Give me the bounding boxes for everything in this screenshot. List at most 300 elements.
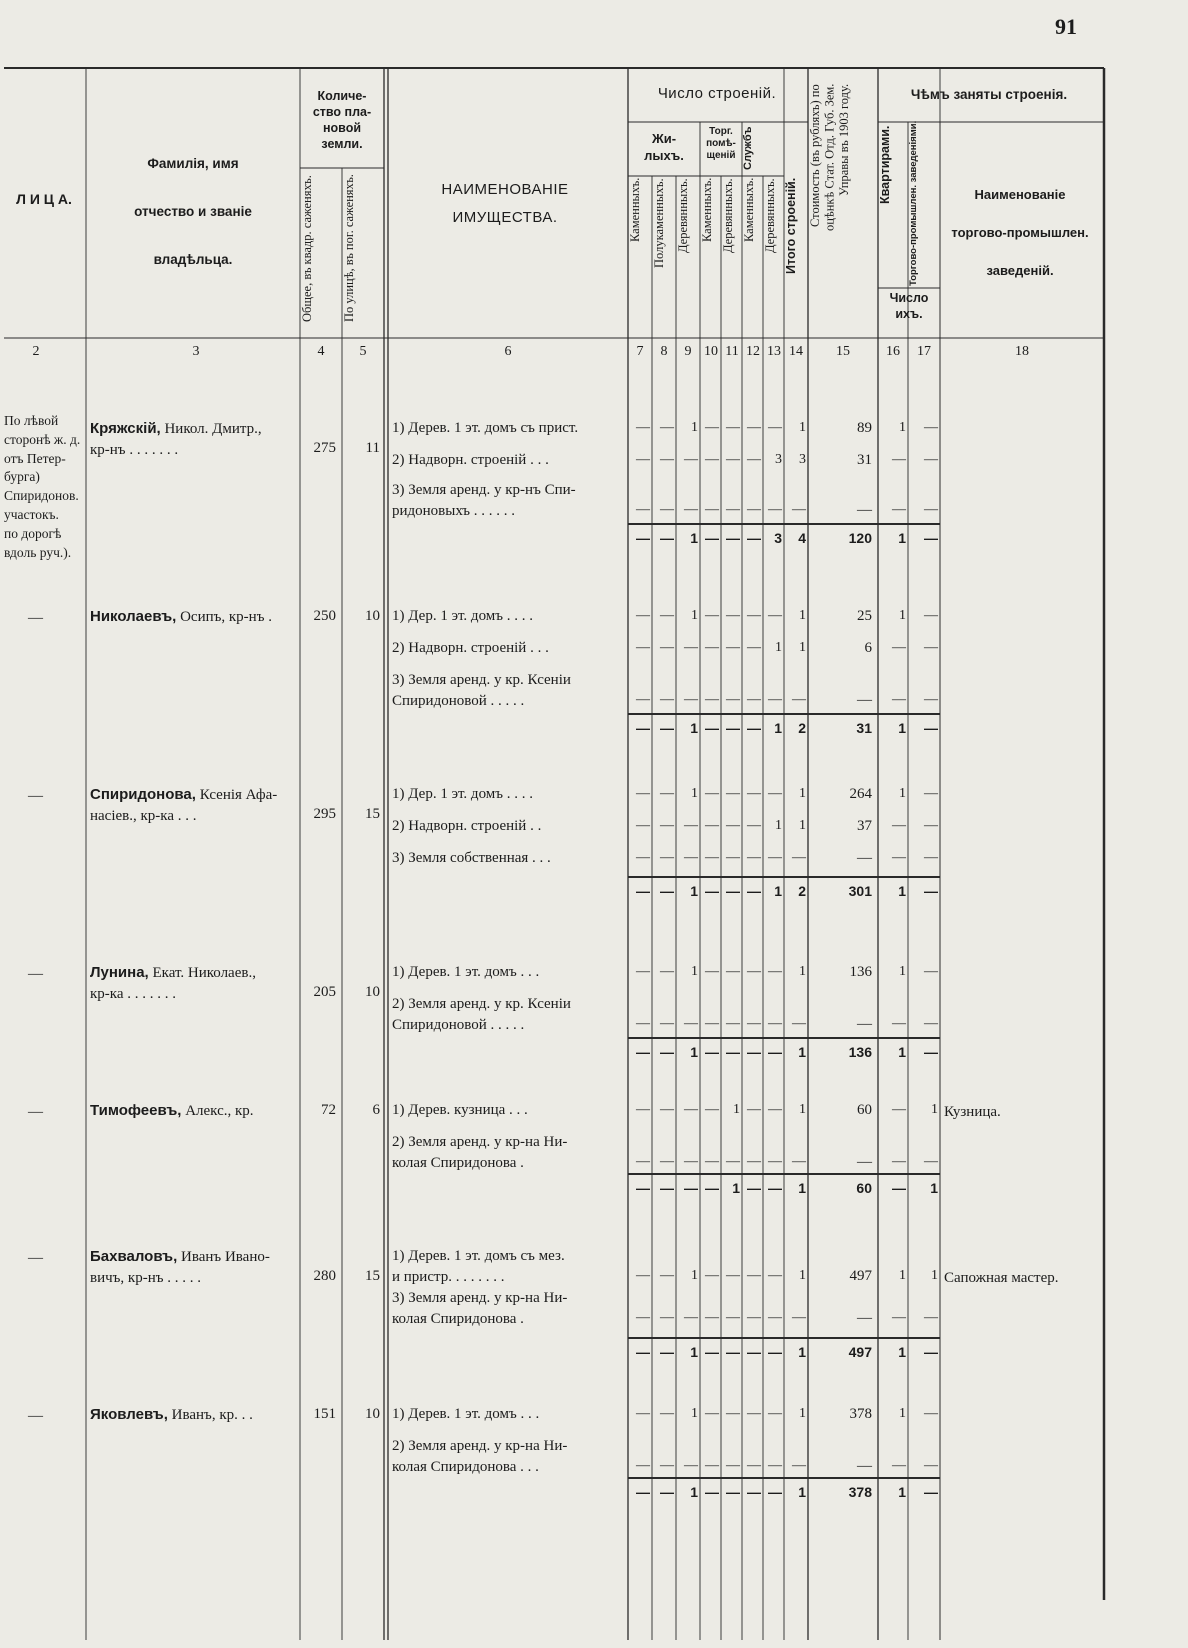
total-cell: 120	[848, 530, 872, 546]
column-number: 9	[684, 344, 692, 359]
value-cell: 1	[799, 420, 806, 435]
header-s-wooden: Деревянныхъ.	[763, 178, 777, 253]
value-cell: —	[726, 420, 740, 435]
value-cell: —	[660, 850, 674, 865]
value-cell: —	[857, 1458, 872, 1474]
value-cell: —	[684, 692, 698, 707]
total-cell: —	[892, 1180, 906, 1196]
location-note-l5: Спиридонов.	[4, 488, 79, 504]
value-cell: 497	[849, 1268, 872, 1284]
value-cell: 378	[849, 1406, 872, 1422]
total-cell: 1	[898, 1484, 906, 1500]
header-trade-l2: помѣ-	[706, 138, 736, 149]
property-item	[392, 1404, 539, 1425]
land-street: 10	[365, 608, 380, 624]
header-occupied: Чѣмъ заняты строенія.	[910, 87, 1068, 102]
total-cell: —	[768, 1180, 782, 1196]
value-cell: —	[684, 1102, 698, 1117]
value-cell: —	[726, 1154, 740, 1169]
property-line: 1) Дерев. 1 эт. домъ . . .	[392, 964, 540, 980]
owner-given: Никол. Дмитр.,	[160, 421, 262, 437]
header-property-l2: ИМУЩЕСТВА.	[452, 209, 558, 226]
header-count-l2: ихъ.	[895, 307, 923, 321]
property-line: 2) Земля аренд. у кр. Ксеніи	[392, 996, 571, 1012]
value-cell: 1	[799, 640, 806, 655]
value-cell: —	[747, 640, 761, 655]
property-line: 2) Надворн. строеній . . .	[392, 452, 549, 468]
header-land-l1: Количе-	[317, 89, 367, 103]
value-cell: —	[705, 502, 719, 517]
total-cell: —	[747, 1344, 761, 1360]
column-number: 16	[886, 344, 900, 359]
value-cell: —	[924, 640, 938, 655]
value-cell: —	[684, 1310, 698, 1325]
property-item	[392, 848, 551, 869]
header-count-l1: Число	[889, 291, 929, 305]
value-cell: —	[857, 502, 872, 518]
value-cell: 1	[799, 786, 806, 801]
total-cell: —	[660, 1044, 674, 1060]
value-cell: —	[660, 1016, 674, 1031]
property-item	[392, 1246, 565, 1288]
owner-given: Ксенія Афа-	[195, 787, 278, 803]
value-cell: —	[636, 850, 650, 865]
value-cell: —	[768, 1154, 782, 1169]
land-street: 10	[365, 1406, 380, 1422]
value-cell: 1	[799, 818, 806, 833]
header-trade-est: Торгово-промышлен. заведеніями.	[908, 120, 919, 286]
value-cell: 3	[775, 452, 782, 467]
value-cell: —	[892, 818, 906, 833]
location-note-l4: бурга)	[4, 469, 40, 485]
total-cell: —	[705, 1180, 719, 1196]
value-cell: 1	[691, 786, 698, 801]
owner-surname: Яковлевъ,	[90, 1406, 168, 1423]
land-street: 15	[365, 806, 380, 822]
owner-given: Иванъ Ивано-	[177, 1249, 270, 1265]
value-cell: —	[792, 692, 806, 707]
header-r-semistone: Полукаменныхъ.	[652, 178, 666, 268]
header-r-stone: Каменныхъ.	[628, 178, 642, 243]
header-trade-name-l2: торгово-промышлен.	[951, 225, 1089, 240]
value-cell: —	[747, 502, 761, 517]
owner-name	[90, 1100, 254, 1122]
value-cell: —	[768, 608, 782, 623]
value-cell: —	[747, 964, 761, 979]
value-cell: —	[857, 850, 872, 866]
total-cell: —	[726, 883, 740, 899]
value-cell: —	[747, 818, 761, 833]
total-cell: —	[705, 1044, 719, 1060]
land-area: 295	[313, 806, 336, 822]
value-cell: —	[705, 420, 719, 435]
header-t-wooden: Деревянныхъ.	[721, 178, 735, 253]
owner-surname: Николаевъ,	[90, 608, 177, 625]
column-number: 11	[725, 344, 739, 359]
property-line: колая Спиридонова .	[392, 1311, 524, 1327]
value-cell: —	[924, 818, 938, 833]
header-trade-name-l3: заведеній.	[986, 263, 1054, 278]
value-cell: —	[924, 964, 938, 979]
property-item	[392, 450, 549, 471]
value-cell: —	[747, 1016, 761, 1031]
value-cell: —	[857, 692, 872, 708]
column-number: 8	[660, 344, 668, 359]
header-land-street: По улицѣ, въ пог. саженяхъ.	[342, 174, 356, 322]
property-line: 1) Дер. 1 эт. домъ . . . .	[392, 786, 534, 802]
value-cell: —	[705, 1016, 719, 1031]
value-cell: —	[636, 786, 650, 801]
value-cell: 1	[899, 420, 906, 435]
total-cell: 301	[848, 883, 872, 899]
total-cell: —	[924, 530, 938, 546]
value-cell: —	[705, 964, 719, 979]
value-cell: —	[924, 1310, 938, 1325]
location-note-l7: по дорогѣ	[4, 525, 62, 541]
value-cell: —	[705, 818, 719, 833]
land-area: 151	[313, 1406, 336, 1422]
value-cell: —	[726, 640, 740, 655]
value-cell: 37	[857, 818, 872, 834]
property-item	[392, 1132, 567, 1174]
total-cell: —	[705, 530, 719, 546]
value-cell: —	[747, 1268, 761, 1283]
property-item	[392, 480, 576, 522]
value-cell: —	[726, 692, 740, 707]
total-cell: —	[924, 1344, 938, 1360]
total-cell: —	[747, 1484, 761, 1500]
land-area: 250	[313, 608, 336, 624]
total-cell: —	[747, 720, 761, 736]
header-count	[878, 290, 940, 322]
value-cell: —	[857, 1154, 872, 1170]
location-note-l1: По лѣвой	[4, 413, 59, 428]
total-cell: 1	[690, 1044, 698, 1060]
total-cell: 1	[798, 1484, 806, 1500]
page-number: 91	[1055, 14, 1077, 39]
value-cell: —	[924, 1016, 938, 1031]
value-cell: —	[768, 786, 782, 801]
header-r-wooden: Деревянныхъ.	[676, 178, 690, 253]
value-cell: —	[726, 1458, 740, 1473]
col2-dash: —	[28, 1250, 43, 1266]
header-trade-l3: щеній	[706, 150, 736, 161]
land-street: 15	[365, 1268, 380, 1284]
location-note-l8: вдоль руч.).	[4, 544, 72, 560]
value-cell: 264	[849, 786, 872, 802]
property-line: Спиридоновой . . . . .	[392, 1017, 525, 1033]
total-cell: —	[726, 1044, 740, 1060]
value-cell: —	[747, 1102, 761, 1117]
value-cell: —	[660, 608, 674, 623]
col2-dash: —	[28, 1104, 43, 1120]
value-cell: —	[726, 786, 740, 801]
header-service: Службъ	[742, 126, 754, 170]
value-cell: —	[747, 420, 761, 435]
value-cell: —	[705, 692, 719, 707]
value-cell: —	[726, 1268, 740, 1283]
value-cell: —	[660, 1310, 674, 1325]
total-cell: —	[726, 1344, 740, 1360]
value-cell: 6	[864, 640, 872, 656]
value-cell: —	[857, 1310, 872, 1326]
property-item	[392, 670, 571, 712]
header-trade-l1: Торг.	[709, 126, 733, 137]
value-cell: —	[636, 964, 650, 979]
col2-dash: —	[28, 1408, 43, 1424]
total-cell: 1	[898, 720, 906, 736]
owner-given: Екат. Николаев.,	[148, 965, 256, 981]
value-cell: —	[924, 420, 938, 435]
column-number: 14	[789, 344, 803, 359]
header-property	[390, 176, 620, 232]
land-area: 72	[321, 1102, 336, 1118]
value-cell: 3	[799, 452, 806, 467]
property-item	[392, 606, 533, 627]
value-cell: —	[660, 1458, 674, 1473]
property-line: 1) Дер. 1 эт. домъ . . . .	[392, 608, 534, 624]
total-cell: —	[726, 530, 740, 546]
value-cell: —	[636, 452, 650, 467]
total-cell: 2	[798, 720, 806, 736]
value-cell: —	[924, 692, 938, 707]
value-cell: 1	[899, 1406, 906, 1421]
value-cell: —	[636, 1268, 650, 1283]
property-line: 2) Надворн. строеній . .	[392, 818, 542, 834]
value-cell: 1	[931, 1102, 938, 1117]
total-cell: 1	[690, 530, 698, 546]
header-land-l3: новой	[322, 121, 362, 135]
header-trade-name-l1: Наименованіе	[974, 187, 1066, 202]
header-residential-l1: Жи-	[651, 131, 677, 146]
value-cell: —	[660, 786, 674, 801]
value-cell: 1	[899, 964, 906, 979]
property-line: 3) Земля аренд. у кр-на Ни-	[392, 1290, 568, 1306]
total-cell: —	[924, 883, 938, 899]
value-cell: —	[684, 818, 698, 833]
value-cell: —	[705, 1154, 719, 1169]
owner-line2: кр-нъ . . . . . . .	[90, 442, 179, 458]
total-cell: 1	[798, 1044, 806, 1060]
value-cell: —	[726, 1406, 740, 1421]
total-cell: 60	[856, 1180, 872, 1196]
header-owner-line3: владѣльца.	[153, 252, 233, 267]
header-value-l1: Стоимость (въ рубляхъ) по	[808, 84, 822, 227]
value-cell: —	[726, 818, 740, 833]
total-cell: 1	[898, 883, 906, 899]
total-cell: 1	[690, 1344, 698, 1360]
header-value	[808, 84, 878, 320]
total-cell: 1	[898, 530, 906, 546]
value-cell: —	[684, 640, 698, 655]
property-line: ридоновыхъ . . . . . .	[392, 503, 516, 519]
value-cell: —	[705, 1268, 719, 1283]
property-item	[392, 1288, 567, 1330]
value-cell: —	[924, 608, 938, 623]
property-line: Спиридоновой . . . . .	[392, 693, 525, 709]
header-value-l3: Управы въ 1903 году.	[836, 84, 851, 197]
location-note-l6: участокъ.	[4, 506, 59, 522]
value-cell: —	[636, 1310, 650, 1325]
total-cell: —	[636, 1180, 650, 1196]
header-land	[300, 88, 384, 152]
header-buildings: Число строеній.	[657, 85, 777, 102]
land-street: 10	[365, 984, 380, 1000]
property-line: колая Спиридонова .	[392, 1155, 524, 1171]
column-number: 17	[917, 344, 931, 359]
value-cell: —	[705, 786, 719, 801]
property-line: 2) Надворн. строеній . . .	[392, 640, 549, 656]
value-cell: 1	[931, 1268, 938, 1283]
header-owner-line2: отчество и званіе	[134, 204, 252, 219]
total-cell: —	[747, 530, 761, 546]
column-number: 15	[836, 344, 850, 359]
value-cell: 1	[799, 964, 806, 979]
value-cell: 1	[691, 420, 698, 435]
owner-surname: Лунина,	[90, 964, 149, 981]
property-line: 2) Земля аренд. у кр-на Ни-	[392, 1134, 568, 1150]
location-note-l3: отъ Петер-	[4, 450, 66, 466]
value-cell: —	[768, 850, 782, 865]
header-trade	[700, 126, 742, 162]
total-cell: 378	[848, 1484, 872, 1500]
owner-line2: вичъ, кр-нъ . . . . .	[90, 1270, 201, 1286]
value-cell: 31	[857, 452, 872, 468]
value-cell: 1	[775, 818, 782, 833]
property-line: 1) Дерев. 1 эт. домъ съ прист.	[392, 420, 579, 436]
value-cell: —	[747, 850, 761, 865]
value-cell: —	[684, 1154, 698, 1169]
column-number: 4	[317, 344, 325, 359]
value-cell: —	[684, 850, 698, 865]
column-number: 13	[767, 344, 781, 359]
header-s-stone: Каменныхъ.	[742, 178, 756, 243]
property-line: 1) Дерев. 1 эт. домъ съ мез.	[392, 1248, 565, 1264]
value-cell: —	[747, 692, 761, 707]
value-cell: 1	[691, 608, 698, 623]
value-cell: 1	[691, 1406, 698, 1421]
total-cell: 3	[774, 530, 782, 546]
value-cell: —	[892, 692, 906, 707]
value-cell: —	[636, 1016, 650, 1031]
value-cell: —	[792, 1458, 806, 1473]
value-cell: —	[705, 850, 719, 865]
header-residential-l2: лыхъ.	[644, 148, 684, 163]
total-cell: —	[636, 1484, 650, 1500]
value-cell: —	[892, 640, 906, 655]
value-cell: 1	[733, 1102, 740, 1117]
location-note-l2: сторонѣ ж. д.	[4, 431, 81, 447]
total-cell: —	[726, 720, 740, 736]
value-cell: —	[636, 1102, 650, 1117]
total-cell: —	[924, 1044, 938, 1060]
total-cell: —	[747, 1044, 761, 1060]
value-cell: —	[726, 1016, 740, 1031]
owner-surname: Спиридонова,	[90, 786, 196, 803]
column-number: 5	[359, 344, 367, 359]
owner-name	[90, 962, 256, 1005]
value-cell: 1	[691, 964, 698, 979]
total-cell: —	[705, 1484, 719, 1500]
value-cell: —	[705, 608, 719, 623]
total-cell: —	[747, 883, 761, 899]
value-cell: —	[924, 850, 938, 865]
header-owner	[86, 140, 300, 284]
total-cell: 4	[798, 530, 806, 546]
total-cell: —	[768, 1044, 782, 1060]
value-cell: —	[636, 1406, 650, 1421]
value-cell: —	[705, 1102, 719, 1117]
total-cell: —	[705, 883, 719, 899]
column-number: 18	[1015, 344, 1029, 359]
header-total-buildings: Итого строеній.	[784, 178, 798, 275]
value-cell: —	[726, 850, 740, 865]
value-cell: —	[892, 1154, 906, 1169]
value-cell: —	[636, 692, 650, 707]
header-t-stone: Каменныхъ.	[700, 178, 714, 243]
value-cell: —	[705, 1310, 719, 1325]
value-cell: —	[792, 1310, 806, 1325]
column-number: 6	[504, 344, 512, 359]
total-cell: 1	[898, 1044, 906, 1060]
total-cell: 1	[690, 883, 698, 899]
value-cell: —	[768, 1406, 782, 1421]
header-land-l2: ство пла-	[312, 105, 372, 119]
property-item	[392, 816, 541, 837]
total-cell: —	[636, 883, 650, 899]
property-item	[392, 418, 578, 439]
value-cell: —	[726, 502, 740, 517]
total-cell: —	[726, 1484, 740, 1500]
value-cell: —	[747, 1406, 761, 1421]
value-cell: 1	[799, 1102, 806, 1117]
col2-dash: —	[28, 610, 43, 626]
owner-name	[90, 1246, 270, 1289]
property-item	[392, 638, 549, 659]
value-cell: —	[768, 1458, 782, 1473]
value-cell: —	[924, 1406, 938, 1421]
value-cell: —	[892, 502, 906, 517]
value-cell: —	[684, 452, 698, 467]
header-value-l2: оцѣнкѣ Стат. Отд. Губ. Зем.	[822, 84, 837, 232]
total-cell: 497	[848, 1344, 872, 1360]
total-cell: —	[924, 1484, 938, 1500]
value-cell: —	[892, 1458, 906, 1473]
column-number: 2	[32, 344, 40, 359]
value-cell: —	[768, 1102, 782, 1117]
value-cell: —	[705, 640, 719, 655]
owner-surname: Бахваловъ,	[90, 1248, 178, 1265]
property-line: 3) Земля аренд. у кр-нъ Спи-	[392, 482, 576, 498]
total-cell: 1	[732, 1180, 740, 1196]
value-cell: 60	[857, 1102, 872, 1118]
value-cell: —	[924, 502, 938, 517]
total-cell: —	[636, 1344, 650, 1360]
owner-given: Алекс., кр.	[181, 1103, 254, 1119]
value-cell: —	[747, 1458, 761, 1473]
value-cell: —	[660, 1154, 674, 1169]
header-property-l1: НАИМЕНОВАНІЕ	[441, 181, 569, 198]
value-cell: —	[792, 502, 806, 517]
land-area: 205	[313, 984, 336, 1000]
total-cell: —	[660, 1484, 674, 1500]
property-line: 1) Дерев. 1 эт. домъ . . .	[392, 1406, 540, 1422]
owner-surname: Кряжскій,	[90, 420, 161, 437]
property-item	[392, 962, 539, 983]
property-item	[392, 1100, 528, 1121]
value-cell: —	[705, 1406, 719, 1421]
value-cell: —	[768, 420, 782, 435]
